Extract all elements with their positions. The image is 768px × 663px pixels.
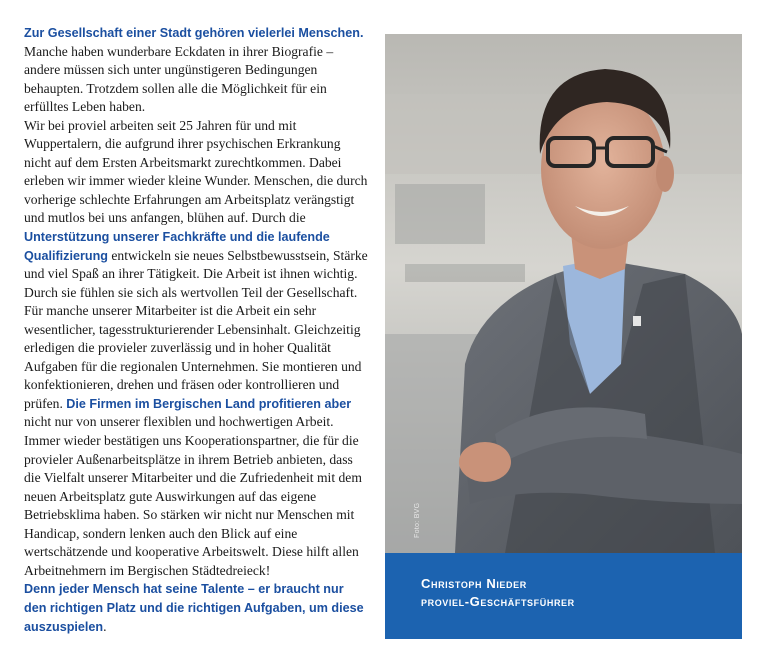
photo-credit: Foto: BVG (414, 502, 421, 538)
paragraph-intro (24, 24, 369, 117)
highlight-companies: Die Firmen im Bergischen Land profitieren aber (66, 396, 352, 411)
portrait-photo (385, 34, 742, 553)
closing-statement: Denn jeder Mensch hat seine Talente – er braucht nur den richtigen Platz und die richtigen Aufgaben, um diese auszuspielen (24, 582, 364, 634)
intro-text: Manche haben wunderbare Eckdaten in ihrer Biografie – andere müssen sich unter ungünstigeren Bedingungen behaupten. Trotzdem sollen alle die Möglichkeit für ein erfülltes Leben haben. (24, 43, 334, 115)
paragraph-main (24, 117, 369, 581)
lead-highlight: Zur Gesellschaft einer Stadt gehören vielerlei Menschen. (24, 26, 364, 40)
caption-role: proviel-Geschäftsführer (421, 594, 575, 609)
portrait-illustration (385, 34, 742, 553)
paragraph-closing (24, 580, 369, 636)
caption-box (385, 553, 742, 639)
closing-period: . (103, 618, 107, 634)
caption-name: Christoph Nieder (421, 576, 527, 591)
main-text-a: Wir bei proviel arbeiten seit 25 Jahren für und mit Wuppertalern, die aufgrund ihrer psychischen Erkrankung nicht auf dem Ersten Arbeitsmarkt zurechtkommen. Dabei erleben wir immer wieder kleine Wunder. Menschen, die durch vorherige schlechte Erfahrungen am Arbeitsplatz verängstigt und mutlos bei uns anfangen, blühen auf. Durch die (24, 117, 368, 226)
article-text (24, 24, 369, 636)
highlight-qualification: Unterstützung unserer Fachkräfte und die laufende Qualifizierung (24, 230, 330, 263)
main-text-c: nicht nur von unserer flexiblen und hochwertigen Arbeit. Immer wieder bestätigen uns Kooperationspartner, die für die provieler Außenarbeitsplätze in ihrem Betrieb anbieten, dass die Vielfalt unserer Mitarbeiter und die Zufriedenheit mit dem neuen Arbeitsplatz gute Auswirkungen auf das eigene Betriebsklima haben. So stärken wir nicht nur Menschen mit Handicap, sondern lenken auch den Blick auf eine wertschätzende und kooperative Arbeitswelt. Diese hilft allen Arbeitnehmern im Bergischen Städtedreieck! (24, 414, 362, 578)
main-text-b: entwickeln sie neues Selbstbewusstsein, Stärke und viel Spaß an ihrer Tätigkeit. Die Arbeit ist ihnen wichtig. Durch sie fühlen sie sich als wertvollen Teil der Gesellschaft. Für manche unserer Mitarbeiter ist die Arbeit ein sehr wesentlicher, tagesstrukturierender Lebensinhalt. Gleichzeitig erledigen die provieler zuverlässig und in hoher Qualität Aufgaben für die regionalen Unternehmen. Sie montieren und konfektionieren, drehen und fräsen oder kontrollieren und prüfen. (24, 247, 368, 411)
